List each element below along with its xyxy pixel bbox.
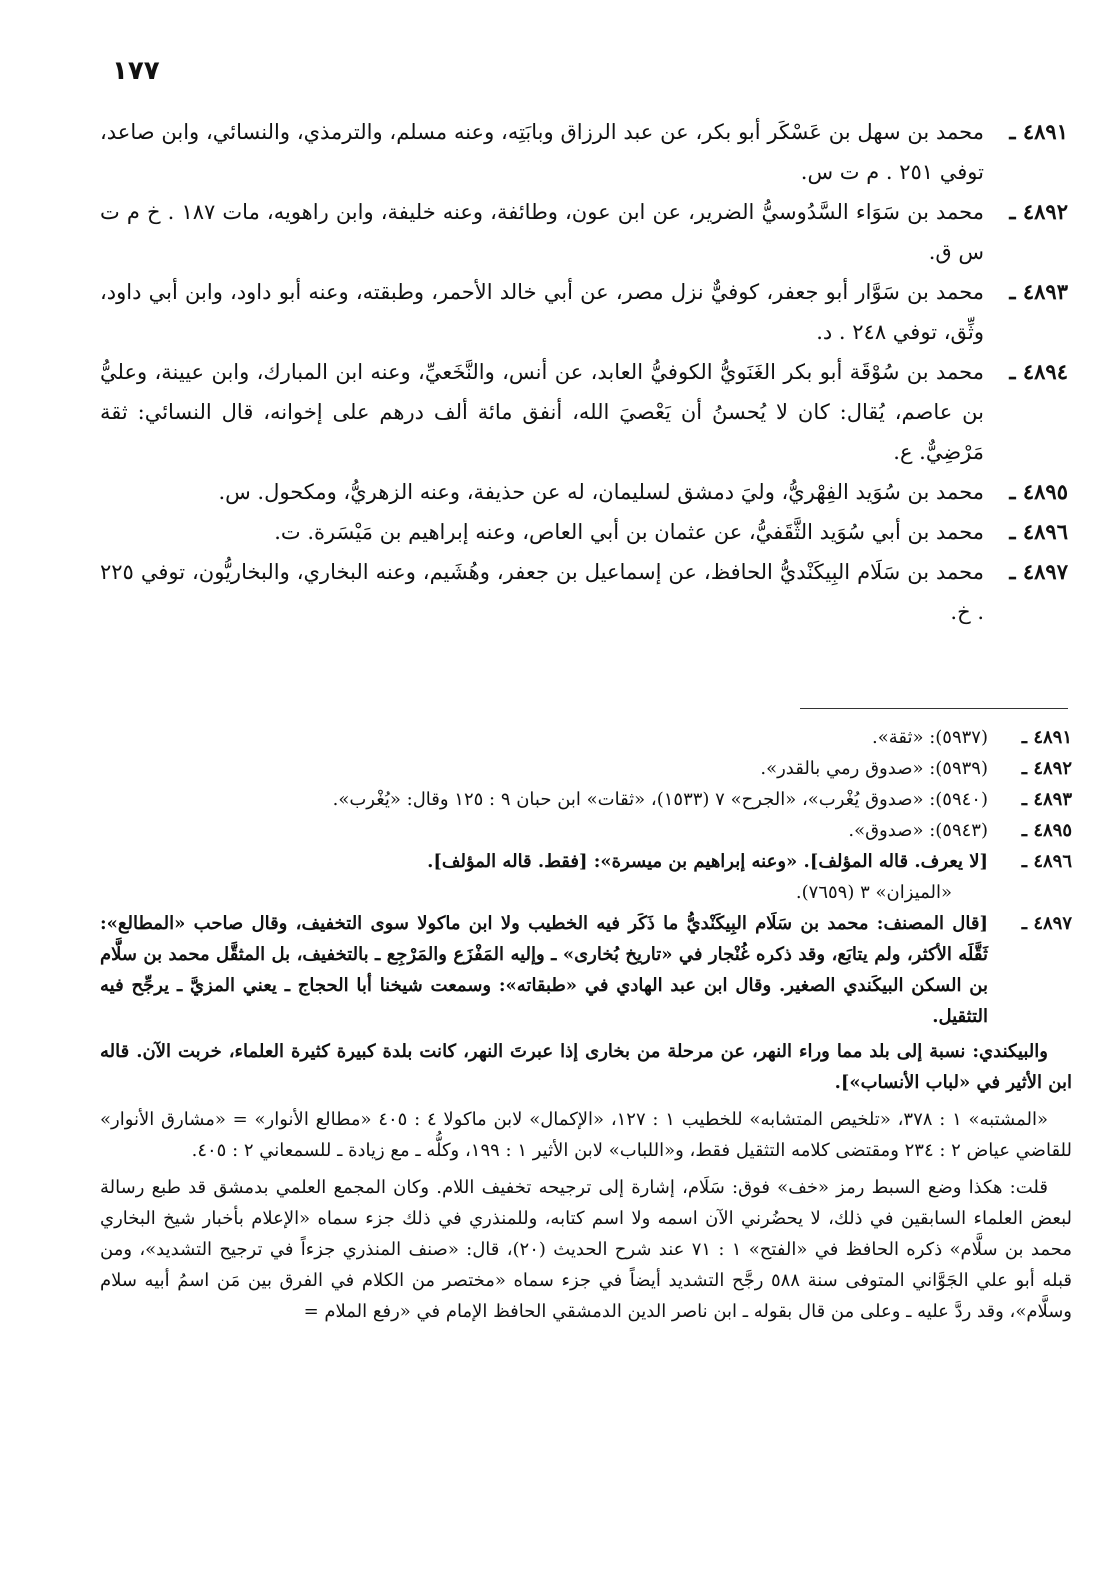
entry-4897 bbox=[100, 552, 1068, 632]
footnote-paragraph-bikandi: والبيكندي: نسبة إلى بلد مما وراء النهر، عن مرحلة من بخارى إذا عبرتَ النهر، كانت بلدة كبيرة كثيرة العلماء، خربت الآن. قاله ابن الأثير في «لباب الأنساب»]. bbox=[100, 1041, 1072, 1093]
main-text bbox=[100, 112, 1068, 632]
entry-4893 bbox=[100, 272, 1068, 352]
entry-4895 bbox=[100, 472, 1068, 512]
footnote-text: [لا يعرف. قاله المؤلف]. «وعنه إبراهيم بن ميسرة»: [فقط. قاله المؤلف]. bbox=[427, 851, 988, 872]
entry-number: ٤٨٩٤ ـ bbox=[1009, 359, 1068, 384]
footnote-number: ٤٨٩٣ ـ bbox=[1021, 789, 1072, 810]
footnote-divider bbox=[800, 708, 1068, 709]
footnote-4892 bbox=[100, 753, 1072, 784]
entry-text: محمد بن سَوَاء السَّدُوسيُّ الضرير، عن ابن عون، وطائفة، وعنه خليفة، وابن راهويه، مات ١٨٧ . خ م ت س ق. bbox=[100, 200, 984, 264]
footnote-4896-source: «الميزان» ٣ (٧٦٥٩). bbox=[795, 882, 952, 903]
entry-text: محمد بن أبي سُوَيد الثَّقَفيُّ، عن عثمان بن أبي العاص، وعنه إبراهيم بن مَيْسَرة. ت. bbox=[274, 520, 984, 544]
entry-number: ٤٨٩٥ ـ bbox=[1009, 479, 1068, 504]
footnote-text: (٥٩٤٠): «صدوق يُغْرب»، «الجرح» ٧ (١٥٣٣)، «ثقات» ابن حبان ٩ : ١٢٥ وقال: «يُغْرب». bbox=[332, 789, 988, 810]
footnote-text: (٥٩٣٩): «صدوق رمي بالقدر». bbox=[760, 758, 988, 779]
entry-4896 bbox=[100, 512, 1068, 552]
footnote-4895 bbox=[100, 815, 1072, 846]
entry-number: ٤٨٩٣ ـ bbox=[1009, 279, 1068, 304]
footnote-number: ٤٨٩٦ ـ bbox=[1021, 851, 1072, 872]
footnote-number: ٤٨٩٢ ـ bbox=[1021, 758, 1072, 779]
page-number: ١٧٧ bbox=[112, 56, 160, 86]
footnote-4893 bbox=[100, 784, 1072, 815]
entry-number: ٤٨٩٢ ـ bbox=[1009, 199, 1068, 224]
entry-number: ٤٨٩٦ ـ bbox=[1009, 519, 1068, 544]
entry-number: ٤٨٩٧ ـ bbox=[1009, 559, 1068, 584]
footnote-text: (٥٩٤٣): «صدوق». bbox=[848, 820, 988, 841]
footnote-number: ٤٨٩١ ـ bbox=[1021, 727, 1072, 748]
entry-text: محمد بن سُوْقَة أبو بكر الغَنَويُّ الكوفيُّ العابد، عن أنس، والنَّخَعيِّ، وعنه ابن المبارك، وابن عيينة، وعليُّ بن عاصم، يُقال: كان لا يُحسنُ أن يَعْصيَ الله، أنفق مائة ألف درهم على إخوانه، قال النسائي: ثقة مَرْضِيٌّ. ع. bbox=[100, 360, 984, 464]
footnote-4891 bbox=[100, 722, 1072, 753]
entry-4892 bbox=[100, 192, 1068, 272]
footnote-number: ٤٨٩٧ ـ bbox=[1021, 913, 1072, 934]
entry-text: محمد بن سهل بن عَسْكَر أبو بكر، عن عبد الرزاق وبابَتِه، وعنه مسلم، والترمذي، والنسائي، وابن صاعد، توفي ٢٥١ . م ت س. bbox=[100, 120, 984, 184]
entry-4894 bbox=[100, 352, 1068, 472]
entry-number: ٤٨٩١ ـ bbox=[1009, 119, 1068, 144]
footnote-paragraph-sources: «المشتبه» ١ : ٣٧٨، «تلخيص المتشابه» للخطيب ١ : ١٢٧، «الإكمال» لابن ماكولا ٤ : ٤٠٥ «مطالع الأنوار» = «مشارق الأنوار» للقاضي عياض ٢ : ٢٣٤ ومقتضى كلامه التثقيل فقط، و«اللباب» لابن الأثير ١ : ١٩٩، وكلُّه ـ مع زيادة ـ للسمعاني ٢ : ٤٠٥. bbox=[100, 1109, 1072, 1161]
footnote-text: [قال المصنف: محمد بن سَلَام البِيكَنْديُّ ما ذَكَر فيه الخطيب ولا ابن ماكولا سوى التخفيف، وقال صاحب «المطالع»: ثَقَّلَه الأكثر، ولم يتابَع، وقد ذكره غُنْجار في «تاريخ بُخارى» ـ وإليه المَفْزَع والمَرْجِع ـ بالتخفيف، بل المثقَّل محمد بن سلَّام بن السكن البيكَندي الصغير. وقال ابن عبد الهادي في «طبقاته»: وسمعت شيخنا أبا الحجاج ـ يعني المزيَّ ـ يرجِّح فيه التثقيل. bbox=[100, 913, 988, 1027]
footnotes bbox=[100, 722, 1072, 1327]
footnote-paragraph-comment: قلت: هكذا وضع السبط رمز «خف» فوق: سَلَام، إشارة إلى ترجيحه تخفيف اللام. وكان المجمع العلمي بدمشق قد طبع رسالة لبعض العلماء السابقين في ذلك، لا يحضُرني الآن اسمه ولا اسم كتابه، وللمنذري في ذلك جزء سماه «الإعلام بأخبار شيخ البخاري محمد بن سلَّام» ذكره الحافظ في «الفتح» ١ : ٧١ عند شرح الحديث (٢٠)، قال: «صنف المنذري جزءاً في ترجيح التشديد»، ومن قبله أبو علي الجَوَّاني المتوفى سنة ٥٨٨ رجَّح التشديد أيضاً في جزء سماه «مختصر من الكلام في الفرق بين مَن اسمُ أبيه سلام وسلَّام»، وقد ردَّ عليه ـ وعلى من قال بقوله ـ ابن ناصر الدين الدمشقي الحافظ الإمام في «رفع الملام = bbox=[100, 1177, 1072, 1322]
footnote-4897 bbox=[100, 908, 1072, 1032]
entry-text: محمد بن سُوَيد الفِهْريُّ، وليَ دمشق لسليمان، له عن حذيفة، وعنه الزهريُّ، ومكحول. س. bbox=[218, 480, 984, 504]
entry-text: محمد بن سَوَّار أبو جعفر، كوفيٌّ نزل مصر، عن أبي خالد الأحمر، وطبقته، وعنه أبو داود، وابن أبي داود، وثِّق، توفي ٢٤٨ . د. bbox=[100, 280, 984, 344]
footnote-text: (٥٩٣٧): «ثقة». bbox=[871, 727, 988, 748]
footnote-number: ٤٨٩٥ ـ bbox=[1021, 820, 1072, 841]
entry-4891 bbox=[100, 112, 1068, 192]
entry-text: محمد بن سَلَام البِيكَنْديُّ الحافظ، عن إسماعيل بن جعفر، وهُشَيم، وعنه البخاري، والبخاريُّون، توفي ٢٢٥ . خ. bbox=[100, 560, 984, 624]
footnote-4896 bbox=[100, 846, 1072, 877]
